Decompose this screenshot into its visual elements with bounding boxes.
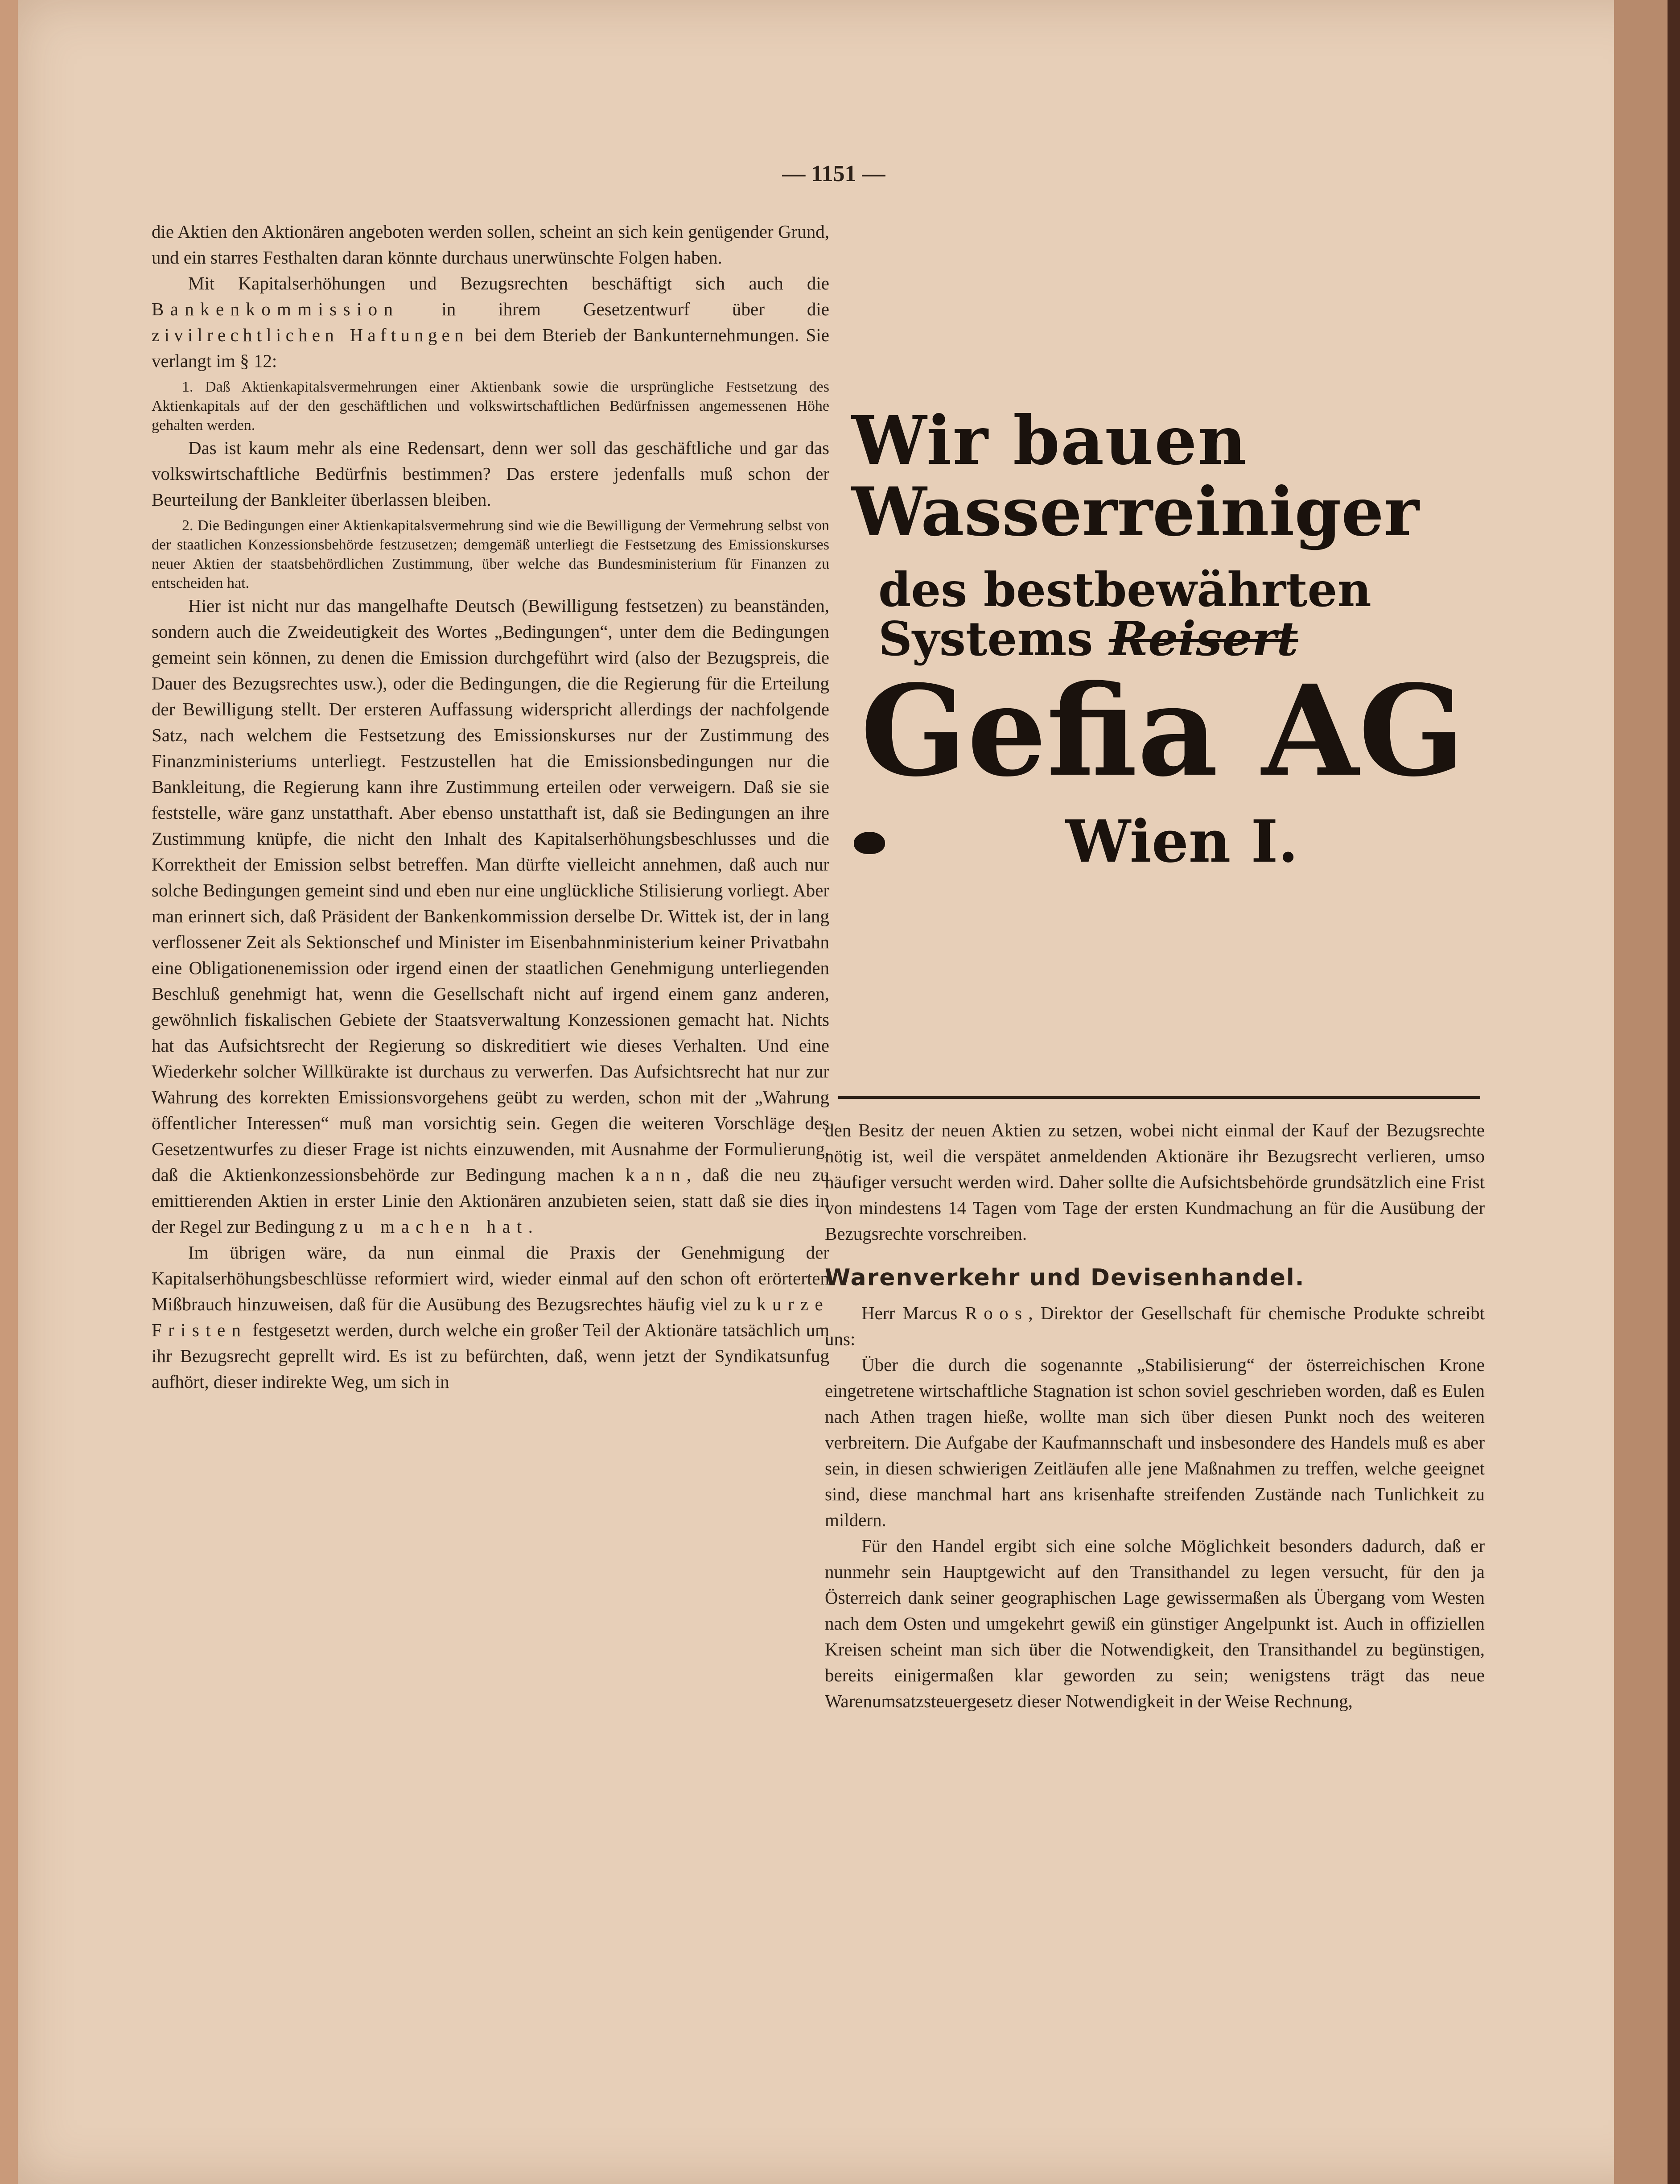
- paragraph-4-text-a: Hier ist nicht nur das mangelhafte Deutsch (Bewilligung festsetzen) zu beanständen, sondern auch die Zweideutigkeit des Wortes „Bedingungen“, unter dem die Bedingungen gemeint sein können, zu denen die Emission durchgeführt wird (also der Bezugspreis, die Dauer des Bezugsrechtes usw.), oder die Bedingungen, die die Regierung für die Erteilung der Bewilligung stellt. Der ersteren Auffassung widerspricht allerdings der nachfolgende Satz, nach welchem die Festsetzung des Emissionskurses nur der Zustimmung des Finanzministeriums unterliegt. Festzustellen hat die Emissionsbedingungen nur die Bankleitung, die Regierung kann ihre Zustimmung erteilen oder verweigern. Daß sie sie feststelle, wäre ganz unstatthaft. Aber ebenso unstatthaft ist, daß sie Bedingungen an ihre Zustimmung knüpfe, die nicht den Inhalt des Kapitalserhöhungsbeschlusses und die Korrektheit der Emission selbst betreffen. Man dürfte vielleicht annehmen, daß auch nur solche Bedingungen gemeint sind und eben nur eine unglückliche Stilisierung vorliegt. Aber man erinnert sich, daß Präsident der Bankenkommission derselbe Dr. Wittek ist, der in lang verflossener Zeit als Sektionschef und Minister im Eisenbahnministerium keiner Privatbahn eine Obligationenemission oder irgend einen der staatlichen Genehmigung unterliegenden Beschluß genehmigt hat, wenn die Gesellschaft nicht auf irgend einem ganz anderen, gewöhnlich fiskalischen Gebiete der Staatsverwaltung Konzessionen gemacht hat. Nichts hat das Aufsichtsrecht der Regierung so diskreditiert wie dieses Verhalten. Und eine Wiederkehr solcher Willkürakte ist durchaus zu verwerfen. Das Aufsichtsrecht hat nur zur Wahrung des korrekten Emissionsvorgehens geübt zu werden, schon mit der „Wahrung öffentlicher Interessen“ muß man vorsichtig sein. Gegen die weiteren Vorschläge des Gesetzentwurfes zu dieser Frage ist nichts einzuwenden, mit Ausnahme der Formulierung, daß die Aktienkonzessionsbehörde zur Bedingung machen: [152, 595, 829, 1185]
- spaced-term-bankenkommission: Bankenkommission: [152, 299, 399, 319]
- spaced-term-kann: kann: [625, 1164, 687, 1185]
- section-heading: Warenverkehr und Devisenhandel.: [825, 1264, 1305, 1291]
- right-paragraph-2: [825, 1300, 1485, 1352]
- spaced-term-kurze-fristen: kurze Fristen: [152, 1294, 829, 1340]
- paragraph-2-text-b: in ihrem Gesetzentwurf über die: [399, 299, 829, 319]
- paragraph-1: die Aktien den Aktionären angeboten werden sollen, scheint an sich kein genügender Grund, und ein starres Festhalten daran könnte durchaus unerwünschte Folgen haben.: [152, 221, 829, 268]
- right-paragraph-3: Über die durch die sogenannte „Stabilisierung“ der österreichischen Krone eingetretene wirtschaftliche Stagnation ist schon soviel geschrieben worden, daß es Eulen nach Athen tragen hieße, wollte man sich über diesen Punkt noch des weiteren verbreitern. Die Aufgabe der Kaufmannschaft und insbesondere des Handels muß es aber sein, in diesen schwierigen Zeitläufen alle jene Maßnahmen zu treffen, welche geeignet sind, diese manchmal hart ans krisenhafte streifenden Zustände nach Tunlichkeit zu mildern.: [825, 1354, 1485, 1530]
- spaced-term-zu-machen-hat: zu machen hat: [339, 1216, 528, 1237]
- right-paragraph-1: den Besitz der neuen Aktien zu setzen, wobei nicht einmal der Kauf der Bezugsrechte nötig ist, weil die verspätet anmeldenden Aktionäre ihr Bezugsrecht verlieren, umso häufiger versucht werden wird. Daher sollte die Aufsichtsbehörde grundsätzlich eine Frist von mindestens 14 Tagen vom Tage der ersten Kundmachung an für die Ausübung der Bezugsrechte vorschreiben.: [825, 1120, 1485, 1244]
- ad-subline-2-text: Systems: [878, 611, 1110, 666]
- page-binding-strip: [1614, 0, 1668, 2184]
- spacer: [825, 1247, 1485, 1253]
- ad-headline-line-2: Wasserreiniger: [852, 473, 1419, 551]
- paragraph-2: [152, 270, 829, 374]
- left-column: [152, 219, 829, 1395]
- right-paragraph-4: Für den Handel ergibt sich eine solche Möglichkeit besonders dadurch, daß er nunmehr sein Hauptgewicht auf den Transithandel zu legen versucht, für den ja Österreich dank seiner geographischen Lage gewissermaßen als Übergang vom Westen nach dem Osten und umgekehrt gewiß ein günstiger Angelpunkt ist. Auch in offiziellen Kreisen scheint man sich über die Notwendigkeit, den Transithandel zu begünstigen, bereits einigermaßen klar geworden zu sein; wenigstens trägt das neue Warenumsatzsteuergesetz dieser Notwendigkeit in der Weise Rechnung,: [825, 1536, 1485, 1711]
- ad-logo-mark-icon: [854, 832, 885, 854]
- paragraph-4-text-c: .: [528, 1216, 533, 1237]
- spaced-term-roos: Roos: [965, 1303, 1029, 1323]
- right-paragraph-2-text-a: Herr Marcus: [861, 1303, 965, 1323]
- spaced-term-haftungen: zivilrechtlichen Haftungen: [152, 325, 468, 345]
- document-page: [18, 0, 1668, 2184]
- paragraph-5-text-b: festgesetzt werden, durch welche ein großer Teil der Aktionäre tatsächlich um ihr Bezugsrecht geprellt wird. Es ist zu befürchten, daß, wenn jetzt der Syndikatsunfug aufhört, dieser indirekte Weg, um sich in: [152, 1320, 829, 1392]
- page-number: — 1151 —: [782, 161, 885, 186]
- quote-section-2: 2. Die Bedingungen einer Aktienkapitalsvermehrung sind wie die Bewilligung der Vermehrung selbst von der staatlichen Konzessionsbehörde festzusetzen; demgemäß unterliegt die Festsetzung des Emissionskurses neuer Aktien der staatsbehördlichen Zustimmung, über welche das Bundesministerium für Finanzen zu entscheiden hat.: [152, 517, 829, 591]
- paragraph-2-text-a: Mit Kapitalserhöhungen und Bezugsrechten beschäftigt sich auch die: [188, 273, 829, 293]
- right-paragraph-2-text-b: , Direktor der Gesellschaft für chemische Produkte schreibt uns:: [825, 1303, 1485, 1349]
- ad-system-name: Reisert: [1109, 611, 1298, 666]
- right-column: [825, 1117, 1485, 1714]
- quote-section-1: 1. Daß Aktienkapitalsvermehrungen einer Aktienbank sowie die ursprüngliche Festsetzung des Aktienkapitals auf der den geschäftlichen und volkswirtschaftlichen Bedürfnissen angemessenen Höhe gehalten werden.: [152, 379, 829, 433]
- paragraph-5: [152, 1239, 829, 1395]
- ad-divider-rule: [838, 1096, 1480, 1099]
- paragraph-3: Das ist kaum mehr als eine Redensart, denn wer soll das geschäftliche und gar das volkswirtschaftliche Bedürfnis bestimmen? Das erstere jedenfalls muß schon der Beurteilung der Bankleiter überlassen bleiben.: [152, 438, 829, 510]
- ad-headline-line-1: Wir bauen: [852, 401, 1248, 480]
- ad-location: Wien I.: [1066, 807, 1298, 875]
- ad-company-name: Gefia AG: [861, 658, 1466, 805]
- paragraph-2-text-c: bei dem Bterieb der Bankunternehmungen. Sie verlangt im § 12:: [152, 325, 829, 371]
- paragraph-4: [152, 593, 829, 1239]
- ad-subline-1: des bestbewährten: [878, 562, 1371, 617]
- paragraph-5-text-a: Im übrigen wäre, da nun einmal die Praxis der Genehmigung der Kapitalserhöhungsbeschlüsse reformiert wird, wieder einmal auf den schon oft erörterten Mißbrauch hinzuweisen, daß für die Ausübung des Bezugsrechtes häufig viel zu: [152, 1242, 829, 1314]
- advertisement: [834, 392, 1485, 928]
- paragraph-4-text-b: , daß die neu zu emittierenden Aktien in erster Linie den Aktionären anzubieten seien, statt daß sie dies in der Regel zur Bedingung: [152, 1164, 829, 1237]
